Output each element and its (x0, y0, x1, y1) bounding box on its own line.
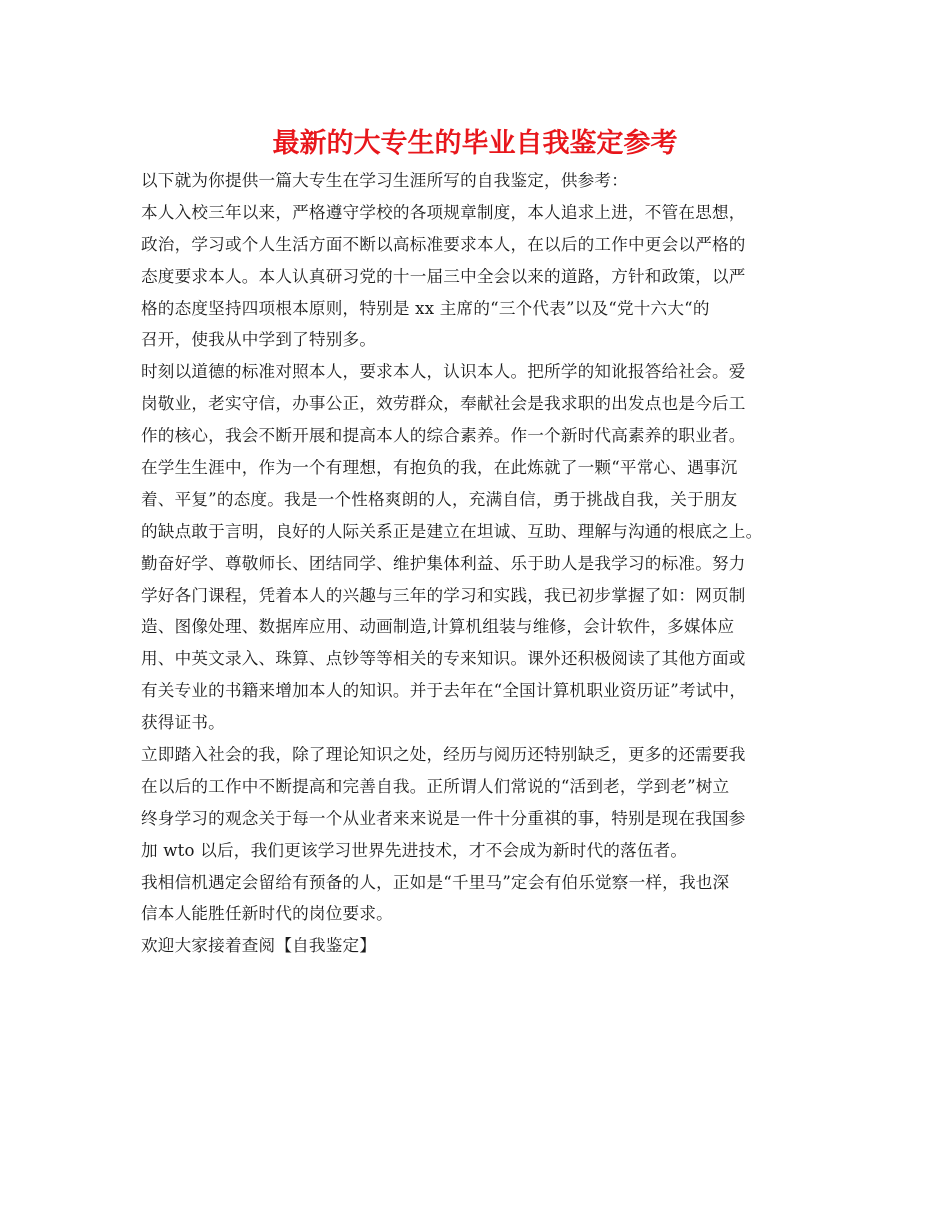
text-line: 以下就为你提供一篇大专生在学习生涯所写的自我鉴定，供参考： (141, 171, 629, 190)
text-line: 学好各门课程，凭着本人的兴趣与三年的学习和实践，我已初步掌握了如：网页制 (141, 585, 746, 605)
text-line: 作的核心，我会不断开展和提高本人的综合素养。作一个新时代高素养的职业者。 (141, 426, 746, 446)
text-line: 岗敬业，老实守信，办事公正，效劳群众，奉献社会是我求职的出发点也是今后工 (141, 394, 746, 414)
text-line: 格的态度坚持四项根本原则，特别是 xx 主席的“三个代表”以及“党十六大“的 (141, 298, 710, 318)
document-body (141, 165, 831, 962)
document-title: 最新的大专生的毕业自我鉴定参考 (272, 128, 678, 159)
text-line: 本人入校三年以来，严格遵守学校的各项规章制度，本人追求上进，不管在思想， (141, 202, 746, 222)
text-line: 时刻以道德的标准对照本人，要求本人，认识本人。把所学的知讹报答给社会。爱 (141, 362, 746, 382)
text-line: 终身学习的观念关于每一个从业者来来说是一件十分重祺的事，特别是现在我国参 (141, 808, 746, 828)
text-line: 欢迎大家接着查阅【自我鉴定】 (141, 936, 377, 956)
text-line: 着、平复”的态度。我是一个性格爽朗的人，充满自信，勇于挑战自我，关于朋友 (141, 489, 738, 509)
text-line: 政治，学习或个人生活方面不断以高标准要求本人，在以后的工作中更会以严格的 (141, 234, 746, 254)
text-line: 勤奋好学、尊敬师长、团结同学、维护集体利益、乐于助人是我学习的标准。努力 (141, 553, 746, 573)
text-line: 在学生生涯中，作为一个有理想，有抱负的我，在此炼就了一颗“平常心、遇事沉 (141, 458, 738, 478)
text-line: 有关专业的书籍来增加本人的知识。并于去年在“全国计算机职业资历证”考试中， (141, 681, 747, 701)
text-line: 信本人能胜任新时代的岗位要求。 (141, 904, 393, 924)
text-line: 用、中英文录入、珠算、点钞等等相关的专来知识。课外还积极阅读了其他方面或 (141, 649, 746, 669)
text-line: 在以后的工作中不断提高和完善自我。正所谓人们常说的“活到老，学到老”树立 (141, 776, 730, 796)
text-line: 我相信机遇定会留给有预备的人，正如是“千里马”定会有伯乐觉察一样，我也深 (141, 872, 730, 892)
text-line: 获得证书。 (141, 713, 225, 733)
text-line: 加 wto 以后，我们更该学习世界先进技术，才不会成为新时代的落伍者。 (141, 840, 688, 860)
text-line: 召开，使我从中学到了特别多。 (141, 330, 377, 350)
text-line: 的缺点敢于言明，良好的人际关系正是建立在坦诚、互助、理解与沟通的根底之上。 (141, 521, 763, 541)
text-line: 造、图像处理、数据库应用、动画制造,计算机组装与维修，会计软件，多媒体应 (141, 617, 735, 637)
text-line: 立即踏入社会的我，除了理论知识之处，经历与阅历还特别缺乏，更多的还需要我 (141, 745, 746, 765)
text-line: 态度要求本人。本人认真研习党的十一届三中全会以来的道路，方针和政策，以严 (141, 266, 746, 286)
